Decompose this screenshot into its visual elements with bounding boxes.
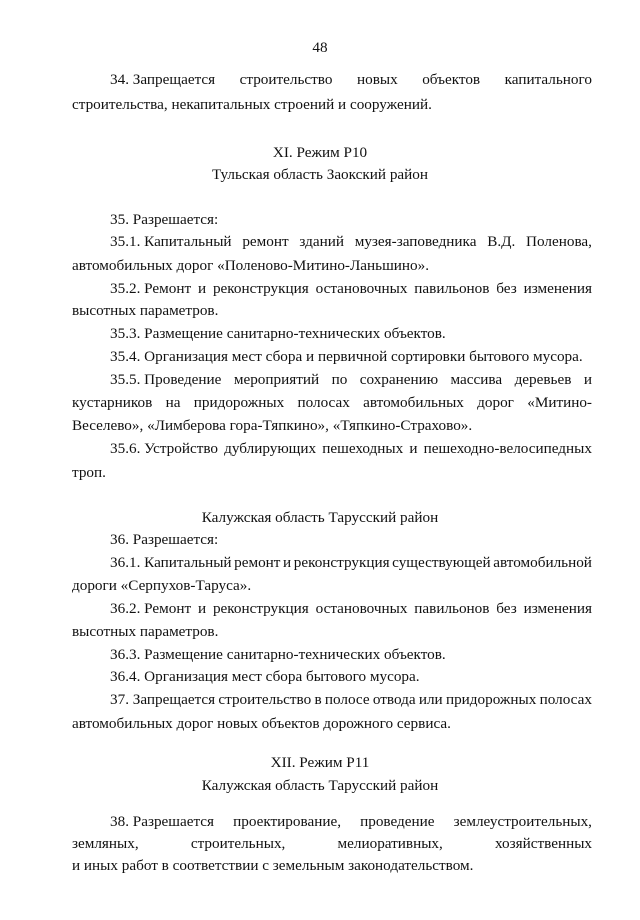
text-word: в [314,691,322,708]
text-word: строительство [239,71,333,88]
text-word: «Митино- [527,394,592,411]
section-12-subheading: Калужская область Тарусский район [201,777,439,794]
text-word: хозяйственных [495,835,592,852]
text-word: придорожных [193,394,285,411]
text-word: сохранению [359,371,439,388]
item-35-1-line-2: автомобильных дорог «Поленово-Митино-Ланьшино». [72,257,430,274]
text-word: музея-заповедника [354,233,477,250]
text-word: отвода [372,691,416,708]
text-word: строительных, [190,835,286,852]
item-37-line-1 [110,690,592,710]
text-word: и [409,440,418,457]
text-word: реконструкция [212,280,309,297]
text-word: 37. Запрещается [110,691,216,708]
text-word: пешеходно-велосипедных [423,440,592,457]
text-word: Поленова, [526,233,592,250]
text-word: остановочных [315,600,408,617]
text-word: капитального [504,71,592,88]
text-word: проектирование, [233,813,342,830]
text-word: или [418,691,443,708]
item-35-6-line-2: троп. [72,464,106,481]
text-word: и [197,280,207,297]
text-word: полосах [539,691,592,708]
item-36-2-line-2: высотных параметров. [72,623,219,640]
text-word: и [197,600,207,617]
item-35-5-line-1 [110,370,592,390]
text-word: остановочных [315,280,408,297]
text-word: дублирующих [224,440,317,457]
item-36: 36. Разрешается: [110,531,219,548]
text-word: полосе [324,691,370,708]
text-word: изменения [523,600,592,617]
text-word: без [496,280,517,297]
item-35-5-line-2 [72,393,592,413]
section-12-heading: XII. Режим Р11 [270,754,370,771]
item-35-3: 35.3. Размещение санитарно-технических объектов. [110,325,446,342]
item-38-line-2 [72,834,592,854]
item-38-line-1 [110,812,592,832]
text-word: 38. Разрешается [110,813,215,830]
text-word: земляных, [72,835,139,852]
text-word: проведение [360,813,435,830]
text-word: мелиоративных, [337,835,443,852]
item-36-3: 36.3. Размещение санитарно-технических объектов. [110,646,446,663]
text-word: массива [450,371,503,388]
text-word: придорожных [445,691,537,708]
item-35: 35. Разрешается: [110,211,219,228]
item-34-line-1 [110,70,592,90]
text-word: мероприятий [233,371,320,388]
text-word: 35.1. Капитальный [110,233,232,250]
text-word: по [331,371,348,388]
item-35-6-line-1 [110,439,592,459]
item-36-1-line-1 [110,553,592,573]
item-34-line-2: строительства, некапитальных строений и сооружений. [72,96,432,113]
item-35-2-line-1 [110,279,592,299]
text-word: зданий [299,233,344,250]
text-word: павильонов [414,600,490,617]
text-word: объектов [422,71,481,88]
text-word: существующей [392,554,491,571]
text-word: и [283,554,292,571]
text-word: ремонт [234,554,281,571]
item-36-4: 36.4. Организация мест сбора бытового мусора. [110,668,420,685]
item-38-line-3: и иных работ в соответствии с земельным законодательством. [72,857,474,874]
text-word: 35.6. Устройство [110,440,219,457]
text-word: кустарников [72,394,153,411]
text-word: новых [356,71,398,88]
text-word: без [496,600,517,617]
text-word: пешеходных [322,440,404,457]
page-number: 48 [312,39,328,56]
text-word: ремонт [242,233,289,250]
text-word: павильонов [414,280,490,297]
text-word: реконструкция [293,554,390,571]
text-word: на [165,394,181,411]
text-word: 35.5. Проведение [110,371,222,388]
region-heading-kaluga: Калужская область Тарусский район [201,509,439,526]
text-word: полосах [297,394,350,411]
text-word: 35.2. Ремонт [110,280,192,297]
text-word: В.Д. [487,233,516,250]
text-word: и [583,371,592,388]
item-35-1-line-1 [110,232,592,252]
item-37-line-2: автомобильных дорог новых объектов дорожного сервиса. [72,715,451,732]
item-36-2-line-1 [110,599,592,619]
text-word: реконструкция [212,600,309,617]
section-11-subheading: Тульская область Заокский район [211,166,429,183]
text-word: 36.1. Капитальный [110,554,232,571]
text-word: автомобильных [363,394,464,411]
text-word: 34. Запрещается [110,71,216,88]
item-36-1-line-2: дороги «Серпухов-Таруса». [72,577,252,594]
item-35-4: 35.4. Организация мест сбора и первичной сортировки бытового мусора. [110,348,583,365]
text-word: изменения [523,280,592,297]
text-word: землеустроительных, [453,813,592,830]
text-word: дорог [477,394,514,411]
text-word: автомобильной [493,554,592,571]
text-word: строительство [218,691,312,708]
text-word: 36.2. Ремонт [110,600,192,617]
item-35-2-line-2: высотных параметров. [72,302,219,319]
text-word: деревьев [514,371,572,388]
section-11-heading: XI. Режим Р10 [272,144,368,161]
item-35-5-line-3: Веселево», «Лимберова гора-Тяпкино», «Тяпкино-Страхово». [72,417,473,434]
